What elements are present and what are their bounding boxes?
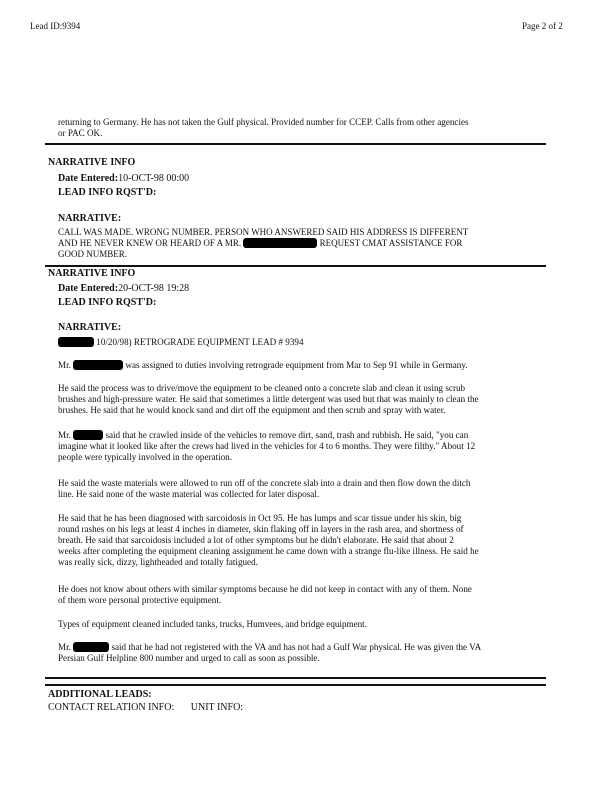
paragraph-7: Types of equipment cleaned included tanks, trucks, Humvees, and bridge equipment. [58,619,367,629]
entry2-narrative-label: NARRATIVE: [58,322,122,333]
section-divider [45,677,546,679]
entry2-title-text: 10/20/98) RETROGRADE EQUIPMENT LEAD # 9394 [96,337,304,347]
entry2-date-value: 20-OCT-98 19:28 [118,283,190,294]
paragraph-6 [58,584,550,606]
p1-text: was assigned to duties involving retrograde equipment from Mar to Sep 91 while in Germany. [125,360,468,370]
p4-line: He said the waste materials were allowed to run off of the concrete slab into a drain and then flow down the ditch [58,478,471,488]
p3-first-text: said that he crawled inside of the vehicles to remove dirt, sand, trash and rubbish. He said, "you can [105,430,469,440]
entry1-date-value: 10-OCT-98 00:00 [118,173,190,184]
redaction-block [73,430,103,440]
entry1-line-2a: AND HE NEVER KNEW OR HEARD OF A MR. [58,238,242,248]
lead-id: Lead ID:9394 [30,21,81,31]
entry1-line-2b: REQUEST CMAT ASSISTANCE FOR [319,238,463,248]
paragraph-5 [58,513,550,568]
entry1-line-2 [58,238,550,249]
p3-line: people were typically involved in the operation. [58,452,232,462]
entry1-narrative-text [58,227,550,260]
redaction-block [58,337,94,347]
p5-line: was really sick, dizzy, lightheaded and totally fatigued. [58,557,258,567]
continuation-text [58,117,550,139]
p5-line: weeks after completing the equipment cleaning assignment he came down with a strange flu-like illness. He said he [58,546,479,556]
p3-first-line [58,430,550,441]
entry1-date [58,173,189,184]
section-divider [45,684,546,686]
p1-prefix: Mr. [58,360,71,370]
entry1-rqst-label: LEAD INFO RQST'D: [58,187,157,198]
entry2-rqst-label: LEAD INFO RQST'D: [58,297,157,308]
entry2-title-line [58,337,550,348]
redaction-block [73,642,109,652]
p4-line: line. He said none of the waste material was collected for later disposal. [58,489,320,499]
p2-line: He said the process was to drive/move the equipment to be cleaned onto a concrete slab and clean it using scrub [58,383,466,393]
entry2-heading: NARRATIVE INFO [48,268,136,279]
paragraph-1 [58,360,550,371]
p6-line: of them wore personal protective equipment. [58,595,222,605]
redaction-block [73,360,123,370]
p3-prefix: Mr. [58,430,71,440]
p5-line: round rashes on his legs at least 4 inches in diameter, skin flaking off in layers in the rash area, and shortness of [58,524,464,534]
continuation-line-2: or PAC OK. [58,128,103,138]
paragraph-4 [58,478,550,500]
p2-line: brushes and high-pressure water. He said that sometimes a little detergent was used but that was mainly to clean the [58,394,479,404]
p8-first-line [58,642,550,653]
entry2-date-label: Date Entered: [58,283,119,294]
redaction-block [243,238,317,248]
p3-line: imagine what it looked like after the crews had lived in the vehicles for 4 to 6 months. They were filthy." About 12 [58,441,476,451]
section-divider [45,265,546,267]
entry1-narrative-label: NARRATIVE: [58,213,122,224]
p5-line: He said that he has been diagnosed with sarcoidosis in Oct 95. He has lumps and scar tissue under his skin, big [58,513,462,523]
p8-prefix: Mr. [58,642,71,652]
additional-leads-label: ADDITIONAL LEADS: [48,689,152,700]
unit-info-label: UNIT INFO: [190,702,244,713]
continuation-line-1: returning to Germany. He has not taken the Gulf physical. Provided number for CCEP. Calls from other agencies [58,117,469,127]
entry1-line-3: GOOD NUMBER. [58,249,128,259]
p2-line: brushes. He said that he would knock sand and dirt off the equipment and then scrub and spray with water. [58,405,446,415]
entry1-heading: NARRATIVE INFO [48,157,136,168]
contact-relation-label: CONTACT RELATION INFO: [48,702,175,713]
p6-line: He does not know about others with similar symptoms because he did not keep in contact with any of them. None [58,584,472,594]
entry1-date-label: Date Entered: [58,173,119,184]
paragraph-3 [58,430,550,463]
page-number: Page 2 of 2 [522,21,563,31]
p5-line: breath. He said that sarcoidosis included a lot of other symptoms but he didn't elaborate. He said that about 2 [58,535,454,545]
section-divider [45,143,546,145]
entry2-date [58,283,189,294]
paragraph-2 [58,383,550,416]
p8-first-text: said that he had not registered with the VA and has not had a Gulf War physical. He was given the VA [111,642,482,652]
contact-relation-info [48,702,243,713]
entry1-line-1: CALL WAS MADE. WRONG NUMBER. PERSON WHO ANSWERED SAID HIS ADDRESS IS DIFFERENT [58,227,469,237]
p8-second-line: Persian Gulf Helpline 800 number and urged to call as soon as possible. [58,653,320,663]
paragraph-8 [58,642,550,664]
